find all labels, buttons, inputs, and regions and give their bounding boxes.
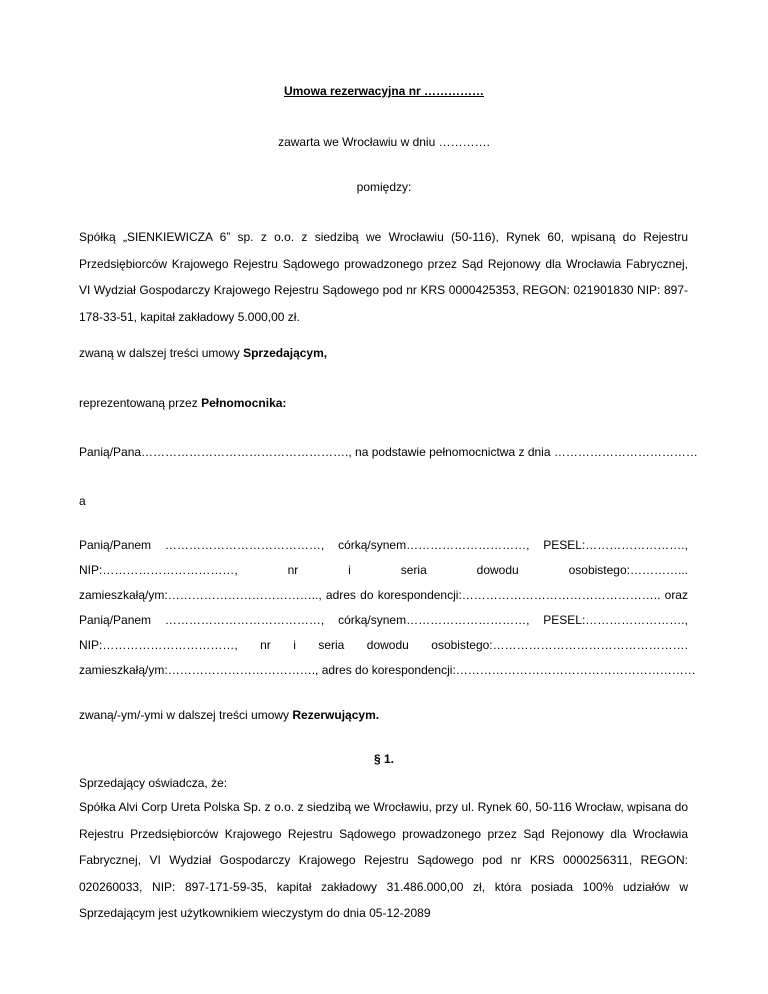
field-name-label: Panią/Panem bbox=[79, 613, 152, 627]
buyer-called-text: zwaną/-ym/-ymi w dalszej treści umowy bbox=[79, 708, 293, 722]
section-1-paragraph: Spółka Alvi Corp Ureta Polska Sp. z o.o. z siedzibą we Wrocławiu, przy ul. Rynek 60, 50-116 Wrocław, wpisana do Rejestru Przedsiębiorców Krajowego Rejestru Sądowego prowadzonego przez Sąd Rejonowy dla Wrocławia Fabrycznej, VI Wydział Gospodarczy Krajowego Rejestru Sądowego pod nr KRS 0000256311, REGON: 020260033, NIP: 897-171-59-35, kapitał zakładowy 31.486.000,00 zł, która posiada 100% udziałów w Sprzedającym jest użytkownikiem wieczystym do dnia 05-12-2089 bbox=[79, 800, 688, 920]
party2-row1 bbox=[79, 613, 688, 627]
word-i: i bbox=[348, 563, 351, 577]
seller-declares-line: Sprzedający oświadcza, że: bbox=[79, 776, 228, 790]
buyer-term: Rezerwującym. bbox=[292, 708, 380, 722]
party1-row3 bbox=[79, 588, 688, 602]
word-seria: seria bbox=[400, 563, 427, 577]
word-do: do bbox=[360, 588, 374, 602]
word-dowodu: dowodu bbox=[476, 563, 519, 577]
party1-row2 bbox=[79, 563, 688, 577]
conclusion-line: zawarta we Wrocławiu w dniu …………. bbox=[278, 135, 490, 149]
party2-row2 bbox=[79, 638, 688, 652]
word-oraz: oraz bbox=[664, 588, 688, 602]
represented-text: reprezentowaną przez bbox=[79, 396, 202, 410]
word-dowodu: dowodu bbox=[366, 638, 409, 652]
represented-line bbox=[79, 396, 688, 410]
attorney-term: Pełnomocnika: bbox=[201, 396, 287, 410]
word-nr: nr bbox=[260, 638, 271, 652]
field-parent-blank: córką/synem…………………………, bbox=[338, 538, 530, 552]
buyer-called-line bbox=[79, 708, 688, 722]
seller-term: Sprzedającym, bbox=[243, 346, 328, 360]
word-adres: adres bbox=[325, 588, 356, 602]
field-id-blank: osobistego:…………………………………………. bbox=[431, 638, 688, 652]
seller-called-line bbox=[79, 346, 688, 360]
attorney-line: Panią/Pana……………………………………………., na podstawie pełnomocnictwa z dnia ……………………………… bbox=[79, 445, 698, 459]
party2-row3: zamieszkałą/ym:………………………………., adres do korespondencji:…………………………………………………… bbox=[79, 663, 696, 677]
party1-row1 bbox=[79, 538, 688, 552]
field-name-blank: …………………………………, bbox=[164, 538, 325, 552]
field-parent-blank: córką/synem…………………………, bbox=[338, 613, 530, 627]
field-nip-blank: NIP:……………………………, bbox=[79, 563, 238, 577]
field-nip-blank: NIP:……………………………, bbox=[79, 638, 238, 652]
word-seria: seria bbox=[318, 638, 345, 652]
document-title: Umowa rezerwacyjna nr …………… bbox=[283, 84, 485, 98]
field-id-blank: osobistego:…………... bbox=[568, 563, 688, 577]
field-address-blank: zamieszkałą/ym:……………………………….., bbox=[79, 588, 322, 602]
seller-called-text: zwaną w dalszej treści umowy bbox=[79, 346, 244, 360]
word-nr: nr bbox=[287, 563, 299, 577]
field-pesel-blank: PESEL:……………………., bbox=[543, 538, 688, 552]
field-name-blank: …………………………………, bbox=[164, 613, 325, 627]
and-line: a bbox=[79, 494, 86, 508]
between-line: pomiędzy: bbox=[356, 180, 412, 194]
field-name-label: Panią/Panem bbox=[79, 538, 152, 552]
seller-paragraph: Spółką „SIENKIEWICZA 6” sp. z o.o. z siedzibą we Wrocławiu (50-116), Rynek 60, wpisaną do Rejestru Przedsiębiorców Krajowego Rejestru Sądowego prowadzonego przez Sąd Rejonowy dla Wrocławia Fabrycznej, VI Wydział Gospodarczy Krajowego Rejestru Sądowego pod nr KRS 0000425353, REGON: 021901830 NIP: 897-178-33-51, kapitał zakładowy 5.000,00 zł. bbox=[79, 230, 688, 324]
section-1-heading: § 1. bbox=[373, 752, 394, 766]
word-i: i bbox=[293, 638, 296, 652]
field-correspondence-blank: korespondencji:………………………………………….. bbox=[377, 588, 661, 602]
field-pesel-blank: PESEL:……………………., bbox=[543, 613, 688, 627]
